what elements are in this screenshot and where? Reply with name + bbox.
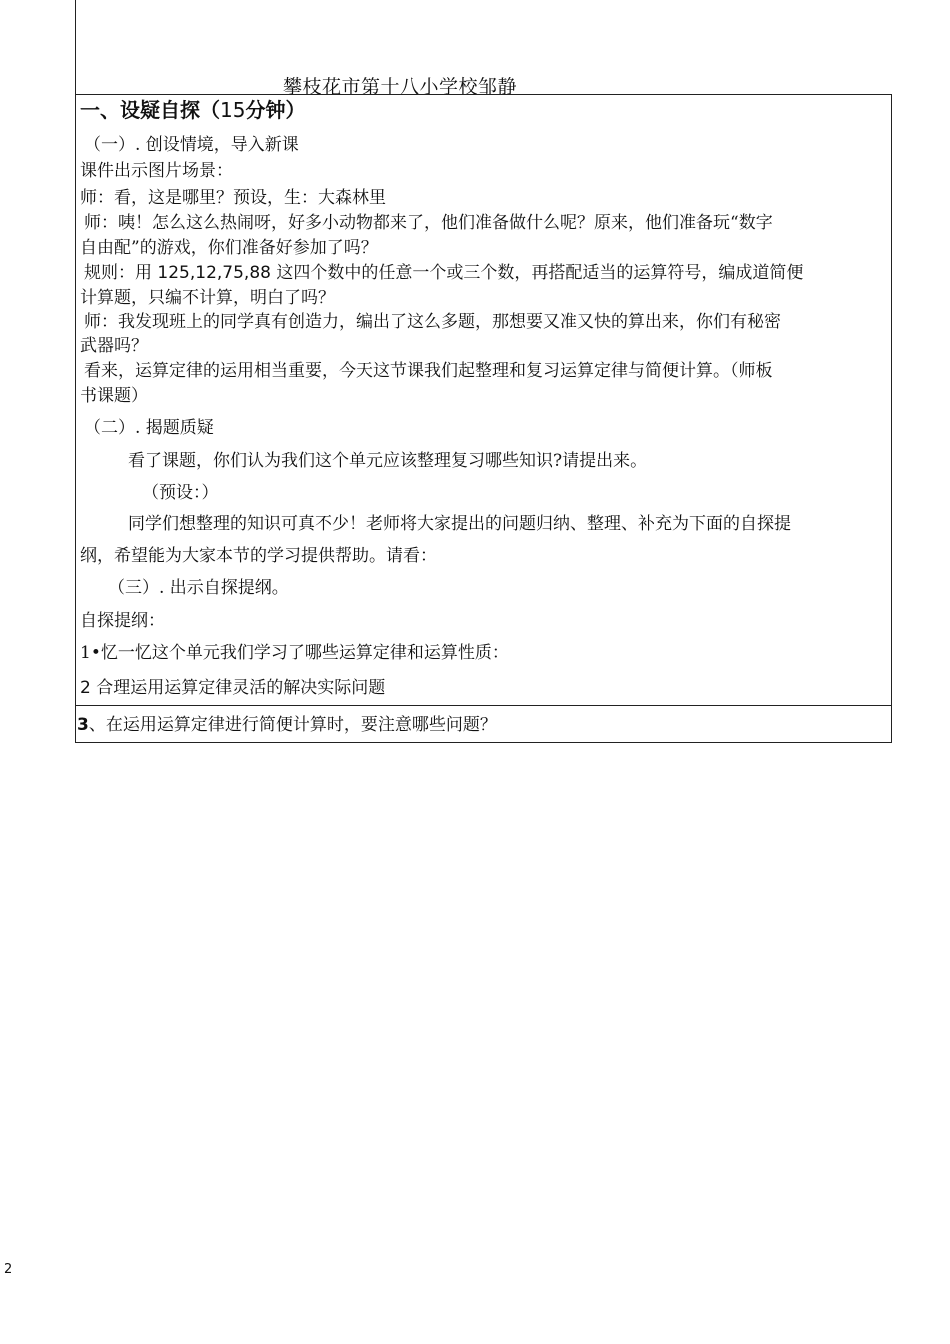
- text-line: 师：看，这是哪里？预设，生：大森林里: [80, 188, 386, 208]
- rules-line: [84, 265, 803, 282]
- outline-item-3-text: 、在运用运算定律进行简便计算时，要注意哪些问题？: [88, 715, 497, 735]
- text-line: 同学们想整理的知识可真不少！老师将大家提出的问题归纳、整理、补充为下面的自探提: [128, 514, 791, 534]
- left-margin-rule: [75, 0, 76, 96]
- outline-item-2: [80, 680, 385, 697]
- outline-item-1: 1•忆一忆这个单元我们学习了哪些运算定律和运算性质：: [80, 643, 509, 663]
- outline-item-3: [77, 717, 497, 734]
- outline-item-3-number: 3: [77, 715, 89, 735]
- text-line: （预设：）: [142, 483, 219, 503]
- text-line: 师：我发现班上的同学真有创造力，编出了这么多题，那想要又准又快的算出来，你们有秘密: [84, 312, 781, 332]
- content-box: [75, 94, 892, 706]
- text-line: 看来，运算定律的运用相当重要，今天这节课我们起整理和复习运算定律与简便计算。（师板: [84, 361, 773, 381]
- text-line: 书课题）: [80, 386, 148, 406]
- subheading-3: （三）. 出示自探提纲。: [108, 578, 289, 598]
- school-author-header: 攀枝花市第十八小学校邹静: [283, 76, 518, 98]
- text-line: 自由配”的游戏，你们准备好参加了吗？: [80, 238, 378, 258]
- text-line: 师：咦！怎么这么热闹呀，好多小动物都来了，他们准备做什么呢？原来，他们准备玩“数字: [84, 213, 773, 233]
- section-title-number: 15: [220, 98, 246, 122]
- text-line: 课件出示图片场景：: [80, 161, 233, 181]
- section-title-suffix: 分钟）: [245, 98, 306, 122]
- page-number: 2: [4, 1262, 13, 1277]
- rules-numbers: 125,12,75,88: [157, 263, 271, 283]
- text-line: 武器吗？: [80, 336, 148, 356]
- section-title: [80, 100, 305, 120]
- rules-label: 规则：用: [84, 263, 152, 283]
- rules-text: 这四个数中的任意一个或三个数，再搭配适当的运算符号，编成道简便: [276, 263, 804, 283]
- outline-item-2-text: 合理运用运算定律灵活的解决实际问题: [96, 678, 386, 698]
- subheading-2: （二）. 揭题质疑: [84, 418, 214, 438]
- text-line: 纲，希望能为大家本节的学习提供帮助。请看：: [80, 546, 437, 566]
- outline-label: 自探提纲：: [80, 611, 165, 631]
- section-title-prefix: 一、设疑自探（: [80, 98, 220, 122]
- text-line: 看了课题，你们认为我们这个单元应该整理复习哪些知识?请提出来。: [128, 451, 648, 471]
- outline-item-2-number: 2: [80, 678, 91, 698]
- subheading-1: （一）. 创设情境，导入新课: [84, 135, 299, 155]
- text-line: 计算题，只编不计算，明白了吗？: [80, 288, 335, 308]
